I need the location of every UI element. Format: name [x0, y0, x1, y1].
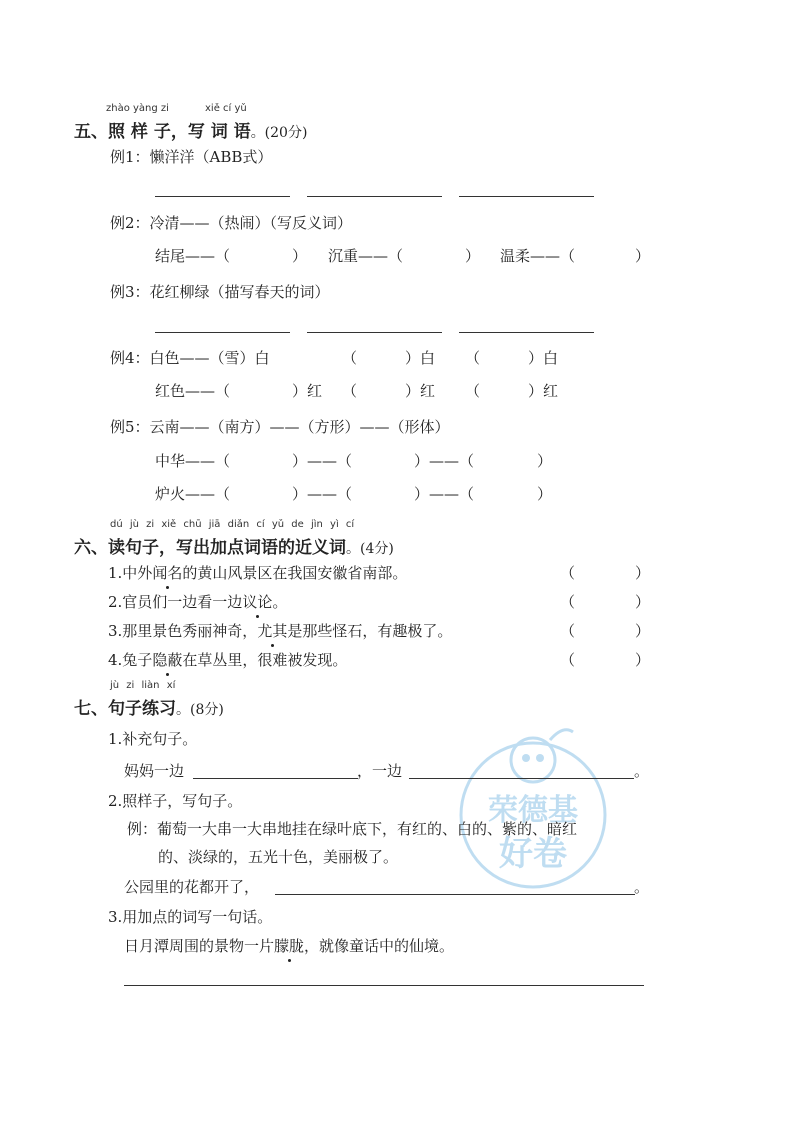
example-2: 例2：冷清——（热闹）（写反义词） — [110, 214, 353, 232]
section-7-title — [74, 694, 224, 719]
answer-paren-open[interactable]: （ — [560, 593, 576, 611]
ex5-row1-p4: ） — [537, 452, 553, 470]
example-3: 例3：花红柳绿（描写春天的词） — [110, 283, 330, 301]
section-5-score: 。(20分) — [250, 125, 308, 141]
q-pre: 1.中外 — [108, 564, 153, 582]
answer-paren-close: ） — [635, 622, 651, 640]
synonym-question-1 — [108, 562, 407, 583]
q3-pre: 日月潭周围的景物一片 — [124, 937, 275, 955]
q1-part-b: ，一边 — [357, 762, 403, 780]
section-6-title — [74, 533, 394, 558]
ex5-row2-p4: ） — [537, 485, 553, 503]
ex4-row2-p4: ）红 — [405, 382, 436, 400]
dotted-word: 议论 — [242, 593, 273, 611]
antonym-item-2-b: ） — [465, 247, 481, 265]
ex4-row2-p5: （ — [465, 382, 481, 400]
pinyin-zhaoyangzi: zhào yàng zi — [106, 103, 169, 114]
brand-watermark-logo — [438, 720, 628, 890]
section-5-title-text: 五、照 样 子，写 词 语 — [74, 122, 251, 142]
q2-example-line-1: 例：葡萄一大串一大串地挂在绿叶底下，有红的、白的、紫的、暗红 — [127, 820, 578, 838]
ex4-row2-p1: 红色——（ — [155, 382, 231, 400]
answer-line[interactable] — [409, 778, 634, 779]
answer-line[interactable] — [459, 332, 594, 333]
q2-end: 。 — [634, 878, 650, 896]
answer-paren-open[interactable]: （ — [560, 651, 576, 669]
answer-line[interactable] — [275, 894, 635, 895]
pinyin-section-7: jù zi liàn xí — [110, 680, 176, 691]
dotted-word: 隐蔽 — [152, 651, 183, 669]
answer-line[interactable] — [155, 196, 290, 197]
ex5-row2-p2: ）——（ — [292, 485, 353, 503]
q-post: 的黄山风景区在我国安徽省南部。 — [182, 564, 408, 582]
answer-line[interactable] — [193, 778, 358, 779]
q3-post: ，就像童话中的仙境。 — [304, 937, 455, 955]
antonym-item-1-b: ） — [292, 247, 308, 265]
dotted-word: 朦胧 — [274, 937, 305, 955]
answer-paren-open[interactable]: （ — [560, 622, 576, 640]
ex5-row2-p3: ）——（ — [414, 485, 475, 503]
ex4-row1-p1: （ — [342, 349, 358, 367]
answer-paren-open[interactable]: （ — [560, 564, 576, 582]
q-post: 是那些怪石，有趣极了。 — [287, 622, 453, 640]
q-post: 在草丛里，很难被发现。 — [182, 651, 348, 669]
answer-line[interactable] — [124, 985, 644, 986]
synonym-question-3 — [108, 620, 452, 641]
q1-end: 。 — [634, 762, 650, 780]
ex5-row2-p1: 炉火——（ — [155, 485, 231, 503]
example-4: 例4：白色——（雪）白 — [110, 349, 270, 367]
q-pre: 2.官员们一边看一边 — [108, 593, 243, 611]
ex4-row1-p3: （ — [465, 349, 481, 367]
section-5-title — [74, 117, 307, 142]
ex4-row2-p6: ）红 — [528, 382, 559, 400]
example-1: 例1：懒洋洋（ABB式） — [110, 148, 273, 166]
q-pre: 4.兔子 — [108, 651, 153, 669]
q1-label: 1.补充句子。 — [108, 730, 198, 748]
pinyin-section-6: dú jù zi xiě chū jiā diǎn cí yǔ de jìn yì cí — [110, 519, 355, 530]
ex4-row1-p2: ）白 — [405, 349, 436, 367]
watermark-text-1: 荣德基 — [488, 793, 578, 828]
q2-task: 公园里的花都开了， — [124, 878, 260, 896]
answer-paren-close: ） — [635, 564, 651, 582]
answer-paren-close: ） — [635, 593, 651, 611]
ex5-row1-p2: ）——（ — [292, 452, 353, 470]
section-6-title-text: 六、读句子，写出加点词语的近义词 — [74, 538, 346, 558]
q2-label: 2.照样子，写句子。 — [108, 792, 243, 810]
ex4-row2-p2: ）红 — [292, 382, 323, 400]
ex4-row2-p3: （ — [342, 382, 358, 400]
antonym-item-3-a: 温柔——（ — [500, 247, 576, 265]
watermark-text-2: 好卷 — [499, 834, 567, 874]
example-5: 例5：云南——（南方）——（方形）——（形体） — [110, 418, 450, 436]
answer-line[interactable] — [307, 332, 442, 333]
q-post: 。 — [272, 593, 288, 611]
answer-line[interactable] — [459, 196, 594, 197]
ex5-row1-p3: ）——（ — [414, 452, 475, 470]
q2-example-line-2: 的、淡绿的，五光十色，美丽极了。 — [158, 848, 399, 866]
synonym-question-2 — [108, 591, 287, 612]
answer-line[interactable] — [307, 196, 442, 197]
section-7-title-text: 七、句子练习 — [74, 699, 176, 719]
answer-line[interactable] — [155, 332, 290, 333]
ex4-row1-p4: ）白 — [528, 349, 559, 367]
antonym-item-3-b: ） — [635, 247, 651, 265]
section-7-score: 。(8分) — [176, 702, 224, 718]
antonym-item-2-a: 沉重——（ — [328, 247, 404, 265]
dotted-word: 闻名 — [152, 564, 183, 582]
answer-paren-close: ） — [635, 651, 651, 669]
q3-sentence — [124, 935, 454, 956]
pinyin-xieciyu: xiě cí yǔ — [205, 103, 247, 114]
synonym-question-4 — [108, 649, 347, 670]
q3-label: 3.用加点的词写一句话。 — [108, 908, 273, 926]
antonym-item-1-a: 结尾——（ — [155, 247, 231, 265]
q1-part-a: 妈妈一边 — [124, 762, 185, 780]
ex5-row1-p1: 中华——（ — [155, 452, 231, 470]
dotted-word: 尤其 — [257, 622, 288, 640]
section-6-score: 。(4分) — [346, 541, 394, 557]
q-pre: 3.那里景色秀丽神奇， — [108, 622, 258, 640]
